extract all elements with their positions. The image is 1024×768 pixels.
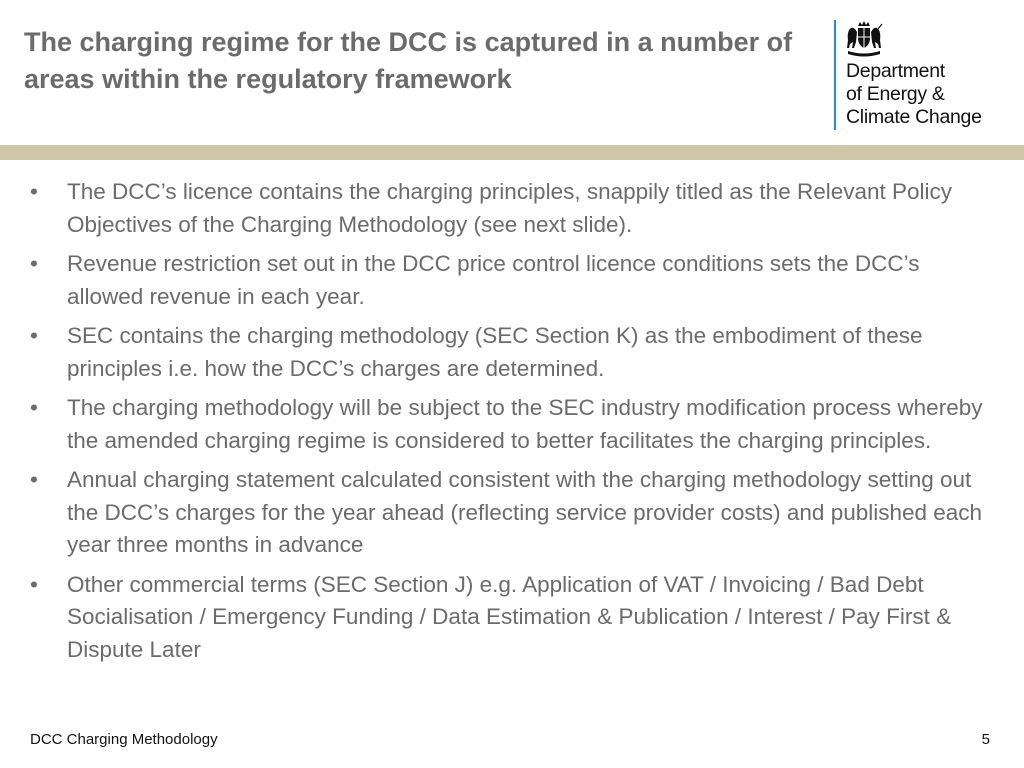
royal-coat-of-arms-icon [844, 20, 884, 58]
logo-divider [834, 20, 836, 130]
header-divider-band [0, 145, 1024, 160]
bullet-item [30, 569, 1000, 667]
department-name [846, 60, 982, 129]
slide-title: The charging regime for the DCC is captured in a number of areas within the regulatory framework [24, 27, 793, 94]
bullet-item [30, 320, 1000, 385]
bullet-item [30, 248, 1000, 313]
bullet-marker: • [30, 251, 38, 276]
page-number: 5 [981, 731, 990, 748]
bullet-marker: • [30, 323, 38, 348]
bullet-item [30, 392, 1000, 457]
footer-title: DCC Charging Methodology [30, 731, 218, 748]
department-name-line-1: Department [846, 60, 945, 82]
bullet-item [30, 176, 1000, 241]
bullet-text: Revenue restriction set out in the DCC price control licence conditions sets the DCC’s allowed revenue in each year. [67, 251, 920, 309]
bullet-marker: • [30, 467, 38, 492]
bullet-text: Annual charging statement calculated consistent with the charging methodology setting out the DCC’s charges for the year ahead (reflecting service provider costs) and published each year three months in advance [67, 467, 983, 557]
bullet-item [30, 464, 1000, 562]
bullet-text: Other commercial terms (SEC Section J) e.g. Application of VAT / Invoicing / Bad Debt Socialisation / Emergency Funding / Data Estimation & Publication / Interest / Pay First & Dispute Later [67, 571, 952, 662]
bullet-marker: • [30, 395, 38, 420]
bullet-text: The DCC’s licence contains the charging principles, snappily titled as the Relevant Policy Objectives of the Charging Methodology (see next slide). [67, 179, 953, 237]
department-name-line-3: Climate Change [846, 106, 982, 128]
bullet-text: SEC contains the charging methodology (SEC Section K) as the embodiment of these principles i.e. how the DCC’s charges are determined. [67, 323, 923, 381]
department-name-line-2: of Energy & [846, 83, 945, 105]
department-logo [834, 20, 1014, 132]
bullet-marker: • [30, 571, 38, 597]
bullet-text: The charging methodology will be subject to the SEC industry modification process whereby the amended charging regime is considered to better facilitates the charging principles. [67, 395, 983, 453]
bullet-list [30, 176, 1000, 673]
bullet-marker: • [30, 179, 38, 204]
